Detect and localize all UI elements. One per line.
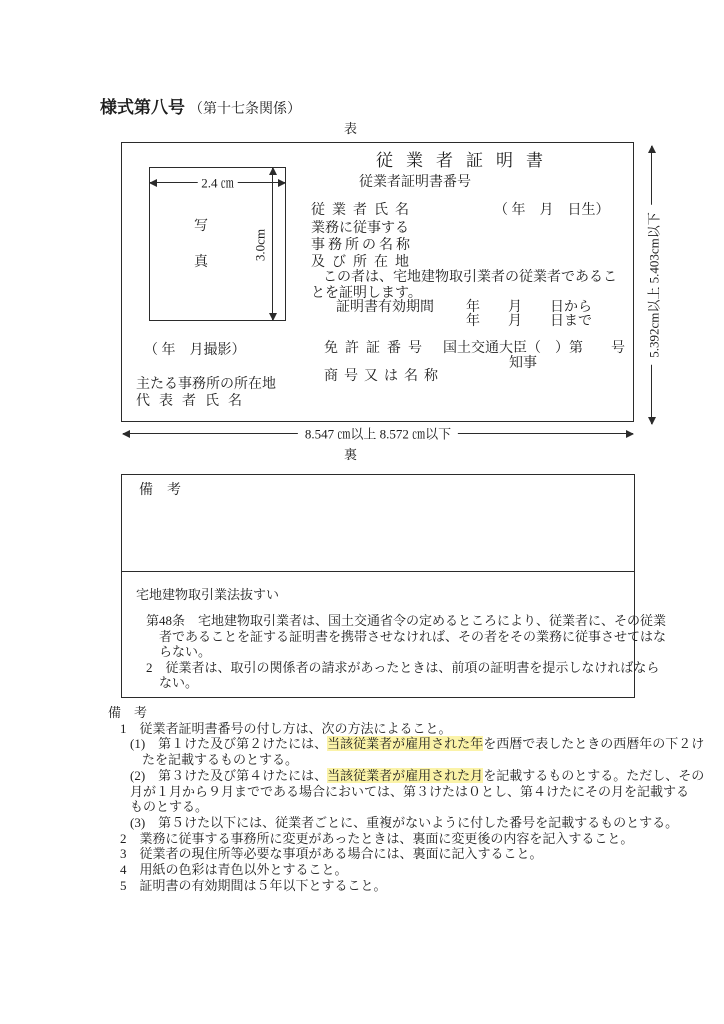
birth-date-label: （ 年 月 日生） — [494, 203, 610, 218]
validity-to: 年 月 日まで — [466, 314, 592, 329]
note-line: 3 従業者の現住所等必要な事項がある場合には、裏面に記入すること。 — [120, 846, 543, 862]
employee-name-label: 従業者氏名 — [311, 203, 416, 218]
photo-height-dimension: 3.0cm — [252, 228, 268, 262]
photo-date-caption: （ 年 月撮影） — [144, 343, 246, 358]
form-header — [100, 99, 301, 117]
certify-statement-line2: とを証明します。 — [311, 286, 422, 301]
photo-placeholder-char-top: 写 — [194, 219, 208, 234]
validity-period-label: 証明書有効期間 — [336, 300, 434, 315]
certificate-title: 従業者証明書 — [376, 151, 556, 170]
certify-statement-line1: この者は、宅地建物取引業者の従業者であるこ — [323, 270, 617, 285]
law-line: 2 従業者は、取引の関係者の請求があったときは、前項の証明書を提示しなければなら — [146, 659, 660, 675]
note-line: (1) 第１けた及び第２けたには、当該従業者が雇用された年を西暦で表したときの西暦年の下２け — [130, 736, 705, 752]
office-label-line2: 事務所の名称 — [311, 238, 413, 253]
law-line: 者であることを証する証明書を携帯させなければ、その者をその業務に従事させてはな — [159, 628, 667, 644]
certificate-number-label: 従業者証明書番号 — [359, 175, 471, 190]
note-line: 5 証明書の有効期間は５年以下とすること。 — [120, 877, 387, 893]
remarks-label: 備 考 — [139, 483, 181, 498]
note-line: (3) 第５けた以下には、従業者ごとに、重複がないように付した番号を記載するものとする。 — [130, 814, 679, 830]
photo-box — [149, 167, 286, 321]
law-line: 第48条 宅地建物取引業者は、国土交通省令の定めるところにより、従業者に、その従業 — [146, 613, 667, 628]
certificate-back-card — [121, 474, 667, 698]
head-office-address-label: 主たる事務所の所在地 — [136, 377, 276, 392]
law-excerpt-title: 宅地建物取引業法抜すい — [136, 587, 280, 602]
note-line: 1 従業者証明書番号の付し方は、次の方法によること。 — [120, 720, 452, 736]
trade-name-label: 商号又は名称 — [324, 369, 444, 384]
note-line: (2) 第３けた及び第４けたには、当該従業者が雇用された月を記載するものとする。ただし、その — [130, 767, 705, 783]
law-line: ない。 — [159, 675, 199, 690]
form-number-title: 様式第八号 — [100, 98, 185, 117]
notes-section — [95, 705, 705, 893]
office-label-line3: 及び所在地 — [311, 255, 416, 270]
law-excerpt-text — [122, 613, 667, 691]
office-label-line1: 業務に従事する — [311, 221, 409, 236]
front-side-label: 表 — [344, 121, 358, 136]
validity-from: 年 月 日から — [466, 300, 592, 315]
certificate-front-card — [121, 142, 634, 422]
note-line: 2 業務に従事する事務所に変更があったときは、裏面に変更後の内容を記入すること。 — [120, 830, 634, 846]
form-article-reference: （第十七条関係） — [189, 102, 301, 117]
note-line: 月が１月から９月までである場合においては、第３けたは０とし、第４けたにその月を記載する — [130, 783, 690, 799]
photo-placeholder-char-bottom: 真 — [194, 255, 208, 270]
card-width-dimension: 8.547 ㎝以上 8.572 ㎝以下 — [298, 428, 458, 441]
license-governor-value: 知事 — [509, 356, 537, 371]
note-line: ものとする。 — [130, 799, 209, 815]
license-number-value: 国土交通大臣（ ）第 号 — [443, 341, 625, 356]
license-number-label: 免許証番号 — [324, 341, 429, 356]
back-side-label: 裏 — [344, 447, 358, 462]
back-card-divider — [122, 571, 634, 572]
card-height-dimension: 5.392cm以上 5.403cm以下 — [648, 205, 661, 365]
law-line: らない。 — [159, 644, 212, 659]
photo-height-arrow-icon — [272, 168, 273, 320]
photo-width-dimension: 2.4 ㎝ — [197, 177, 238, 190]
note-line: たを記載するものとする。 — [142, 752, 299, 768]
representative-name-label: 代表者氏名 — [136, 394, 251, 409]
note-line: 4 用紙の色彩は青色以外とすること。 — [120, 862, 348, 878]
notes-label: 備 考 — [108, 705, 148, 720]
